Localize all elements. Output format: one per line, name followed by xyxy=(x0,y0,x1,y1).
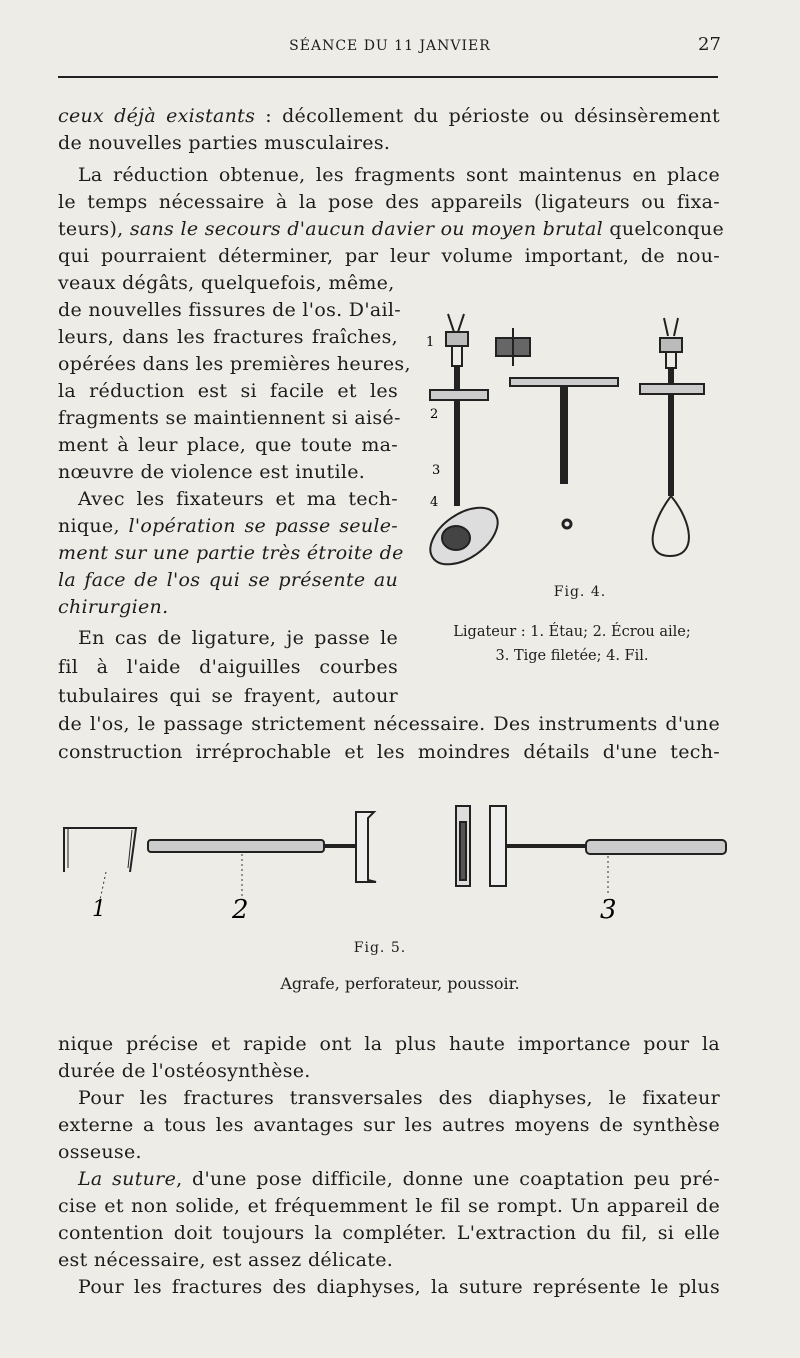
figure-5-caption: Agrafe, perforateur, poussoir. xyxy=(280,974,520,993)
text-line: chirurgien. xyxy=(58,596,169,618)
text-line: la face de l'os qui se présente au xyxy=(58,569,398,591)
text-line: leurs, dans les fractures fraîches, xyxy=(58,326,398,348)
figure-5-label: Fig. 5. xyxy=(353,940,407,956)
text-line: est nécessaire, est assez délicate. xyxy=(58,1249,394,1271)
figure-5-illustration xyxy=(56,800,736,930)
fig5-number-3: 3 xyxy=(600,895,617,925)
text-line: La réduction obtenue, les fragments sont maintenus en place xyxy=(78,164,720,186)
text-line: la réduction est si facile et les xyxy=(58,380,398,402)
text-line: En cas de ligature, je passe le xyxy=(78,627,398,649)
text-line: de nouvelles fissures de l'os. D'ail- xyxy=(58,299,401,321)
text-line: fragments se maintiennent si aisé- xyxy=(58,407,401,429)
page-number: 27 xyxy=(698,34,721,55)
text-line: contention doit toujours la compléter. L'extraction du fil, si elle xyxy=(58,1222,720,1244)
text-line: La suture, d'une pose difficile, donne une coaptation peu pré- xyxy=(78,1168,720,1190)
text-line: nique, l'opération se passe seule- xyxy=(58,515,398,537)
text-line: ceux déjà existants : décollement du périoste ou désinsèrement xyxy=(58,105,720,127)
fig5-number-2: 2 xyxy=(232,895,249,925)
text-line: durée de l'ostéosynthèse. xyxy=(58,1060,311,1082)
text-line: Pour les fractures des diaphyses, la suture représente le plus xyxy=(78,1276,720,1298)
fig4-number-4: 4 xyxy=(430,495,439,510)
text-line: fil à l'aide d'aiguilles courbes xyxy=(58,656,398,678)
text-line: nique précise et rapide ont la plus haute importance pour la xyxy=(58,1033,720,1055)
text-line: Avec les fixateurs et ma tech- xyxy=(78,488,398,510)
text-line: ment à leur place, que toute ma- xyxy=(58,434,398,456)
running-header: SÉANCE DU 11 JANVIER xyxy=(289,38,491,54)
text-line: teurs), sans le secours d'aucun davier ou moyen brutal quelconque xyxy=(58,218,725,240)
text-line: cise et non solide, et fréquemment le fil se rompt. Un appareil de xyxy=(58,1195,720,1217)
fig4-number-3: 3 xyxy=(432,463,441,478)
text-line: externe a tous les avantages sur les autres moyens de synthèse xyxy=(58,1114,720,1136)
text-line: ment sur une partie très étroite de xyxy=(58,542,404,564)
text-line: de nouvelles parties musculaires. xyxy=(58,132,391,154)
text-line: opérées dans les premières heures, xyxy=(58,353,411,375)
text-line: Pour les fractures transversales des diaphyses, le fixateur xyxy=(78,1087,720,1109)
header-rule xyxy=(58,76,718,78)
text-line: qui pourraient déterminer, par leur volume important, de nou- xyxy=(58,245,720,267)
figure-4-caption: Ligateur : 1. Étau; 2. Écrou aile; xyxy=(453,624,691,640)
text-line: construction irréprochable et les moindres détails d'une tech- xyxy=(58,741,720,763)
text-line: osseuse. xyxy=(58,1141,142,1163)
fig4-number-2: 2 xyxy=(430,407,439,422)
text-line: veaux dégâts, quelquefois, même, xyxy=(58,272,395,294)
figure-4-label: Fig. 4. xyxy=(553,584,607,600)
text-line: tubulaires qui se frayent, autour xyxy=(58,685,398,707)
text-line: de l'os, le passage strictement nécessaire. Des instruments d'une xyxy=(58,713,720,735)
text-line: le temps nécessaire à la pose des appareils (ligateurs ou fixa- xyxy=(58,191,720,213)
fig5-number-1: 1 xyxy=(92,897,106,922)
figure-4-illustration xyxy=(412,306,732,576)
fig4-number-1: 1 xyxy=(426,335,435,350)
text-line: nœuvre de violence est inutile. xyxy=(58,461,366,483)
figure-4-caption: 3. Tige filetée; 4. Fil. xyxy=(495,648,649,664)
